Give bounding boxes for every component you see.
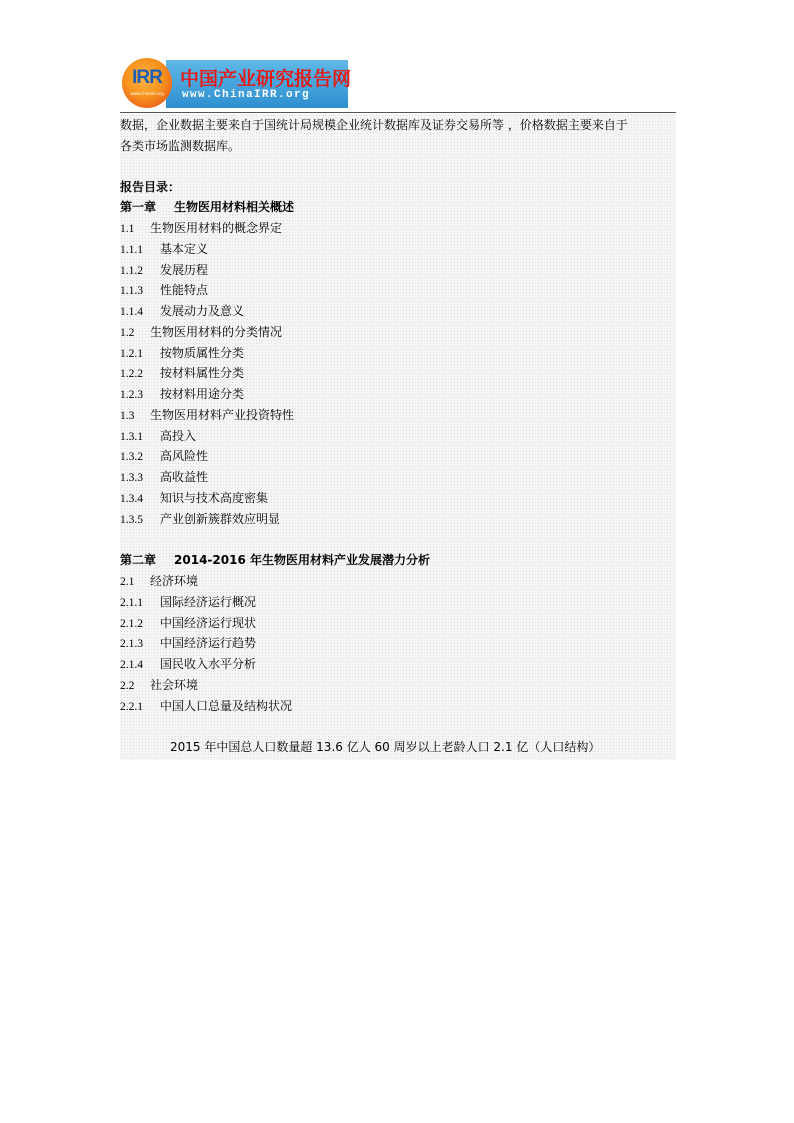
logo-url: www.ChinaIRR.org (182, 89, 311, 101)
toc-entry (120, 405, 294, 425)
toc-entry-text: 性能特点 (160, 283, 209, 298)
toc-entry-number: 1.2.3 (120, 389, 143, 401)
toc-entry-number: 2.1.1 (120, 596, 143, 609)
toc-entry-text: 高投入 (160, 428, 197, 443)
toc-entry-number: 1.1.1 (120, 243, 143, 256)
logo-badge-url: www.chinairr.org (130, 91, 164, 96)
toc-entry-text: 生物医用材料产业投资特性 (150, 407, 295, 422)
toc-entry-number: 2.2 (120, 679, 135, 692)
chapter-heading (120, 551, 430, 568)
toc-entry-text: 高收益性 (160, 470, 209, 484)
toc-entry-text: 发展历程 (160, 262, 209, 277)
toc-entry-number: 2.1.2 (120, 617, 143, 630)
toc-entry (120, 509, 280, 529)
toc-entry-text: 中国经济运行现状 (160, 615, 257, 630)
toc-entry-number: 1.1.2 (120, 264, 143, 277)
toc-entry-number: 1.3.3 (120, 472, 143, 484)
toc-entry-text: 经济环境 (150, 574, 199, 588)
toc-entry-text: 知识与技术高度密集 (160, 490, 269, 505)
toc-entry-number: 2.1.3 (120, 638, 143, 651)
toc-entry (120, 384, 244, 404)
toc-entry-text: 中国人口总量及结构状况 (160, 698, 293, 713)
toc-entry-text: 发展动力及意义 (160, 304, 245, 318)
toc-entry (120, 280, 208, 300)
toc-entry-number: 1.2.1 (120, 347, 143, 360)
toc-entry-text: 按材料属性分类 (160, 366, 245, 381)
toc-entry-number: 2.1.4 (120, 659, 143, 671)
toc-entry-number: 2.1 (120, 576, 135, 588)
toc-entry-number: 1.2 (120, 326, 135, 339)
toc-entry (120, 426, 196, 446)
toc-entry (120, 301, 244, 321)
toc-entry (120, 446, 208, 466)
intro-paragraph (120, 115, 676, 157)
toc-entry-text: 按物质属性分类 (160, 345, 245, 360)
figure-caption: 2015 年中国总人口数量超 13.6 亿人 60 周岁以上老龄人口 2.1 亿（人口结构） (170, 740, 601, 754)
toc-entry-number: 1.3.2 (120, 451, 143, 464)
toc-entry (120, 488, 268, 508)
toc-entry-text: 按材料用途分类 (160, 387, 245, 401)
toc-entry-number: 1.1 (120, 223, 135, 235)
toc-entry-text: 社会环境 (150, 677, 199, 692)
toc-entry (120, 218, 282, 238)
document-body (120, 114, 676, 760)
toc-entry-text: 国民收入水平分析 (160, 657, 257, 671)
toc-entry-number: 1.3.5 (120, 513, 143, 526)
toc-heading: 报告目录： (120, 180, 181, 194)
toc-entry (120, 343, 244, 363)
toc-entry-number: 1.3.4 (120, 492, 143, 505)
toc-entry (120, 260, 208, 280)
toc-entry (120, 467, 208, 487)
logo-badge-text: IRR (132, 67, 162, 88)
toc-entry (120, 322, 282, 342)
toc-entry-number: 1.3.1 (120, 430, 143, 443)
toc-entry-number: 2.2.1 (120, 700, 143, 713)
toc-entry (120, 696, 292, 716)
toc-entry-text: 产业创新簇群效应明显 (160, 511, 281, 526)
toc-entry (120, 571, 198, 591)
toc-entry (120, 239, 208, 259)
chapter-title: 生物医用材料相关概述 (174, 200, 295, 214)
intro-line: 数据，企业数据主要来自于国统计局规模企业统计数据库及证券交易所等 ，价格数据主要来自于 (120, 118, 628, 132)
toc-entry (120, 613, 256, 633)
toc-entry-text: 生物医用材料的分类情况 (150, 324, 283, 339)
toc-entry-number: 1.2.2 (120, 368, 143, 381)
logo-banner (166, 60, 352, 108)
toc-entry-text: 生物医用材料的概念界定 (150, 221, 283, 235)
logo-badge-icon (122, 58, 172, 108)
chapter-label: 第二章 (120, 553, 157, 567)
header-divider (120, 112, 676, 113)
toc-entry (120, 633, 256, 653)
intro-line: 各类市场监测数据库。 (120, 139, 241, 153)
chapter-title: 2014-2016 年生物医用材料产业发展潜力分析 (174, 553, 430, 567)
logo-title: 中国产业研究报告网 (180, 68, 352, 90)
toc-entry-number: 1.1.3 (120, 285, 143, 298)
toc-entry-text: 国际经济运行概况 (160, 594, 257, 609)
toc-entry (120, 675, 198, 695)
chapter-label: 第一章 (120, 200, 157, 214)
chapter-heading (120, 198, 294, 215)
page-header (120, 56, 676, 113)
toc-entry (120, 654, 256, 674)
toc-entry (120, 363, 244, 383)
toc-entry-text: 基本定义 (160, 241, 209, 256)
toc-entry-number: 1.1.4 (120, 306, 143, 318)
toc-entry-text: 中国经济运行趋势 (160, 636, 257, 651)
toc-entry-text: 高风险性 (160, 449, 209, 464)
toc-entry (120, 592, 256, 612)
toc-entry-number: 1.3 (120, 409, 135, 422)
site-logo (120, 56, 352, 112)
